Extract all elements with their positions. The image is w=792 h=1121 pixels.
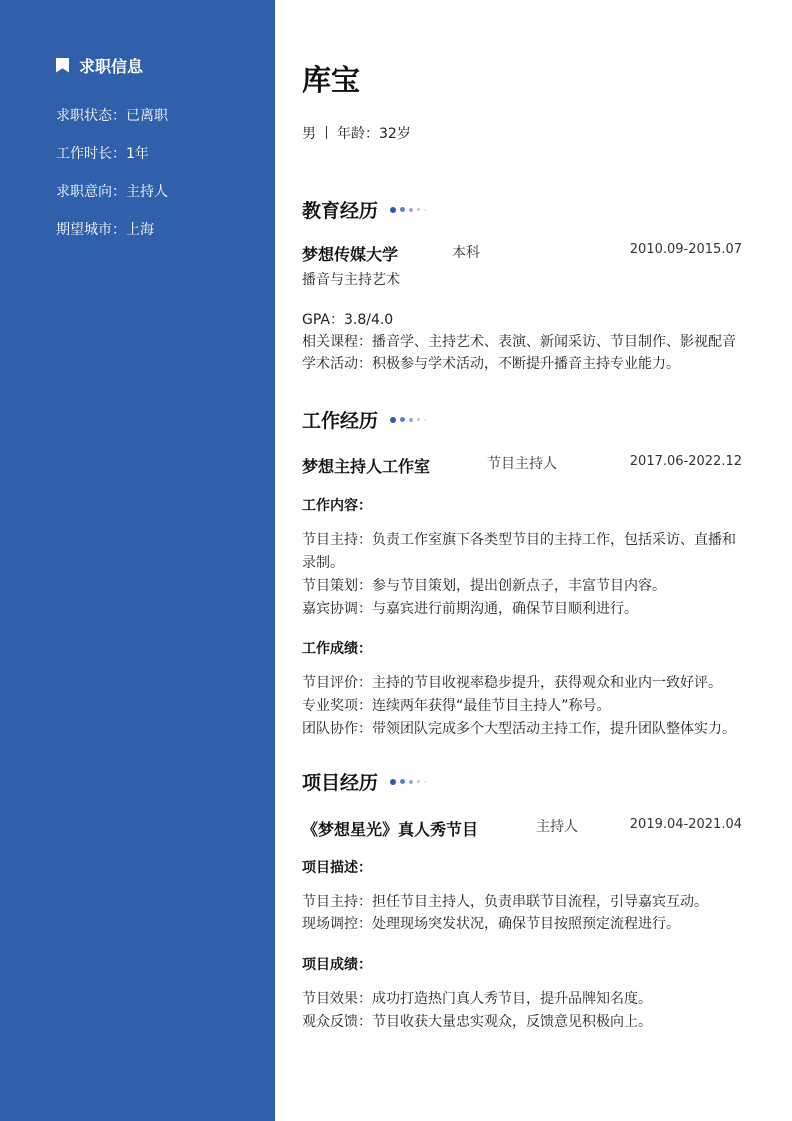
bookmark-icon: [56, 58, 69, 73]
expected-city: [56, 220, 154, 240]
dots-decoration-icon: [390, 207, 430, 213]
project-section-title: [302, 768, 430, 795]
sidebar: [0, 0, 275, 1121]
project-achieve-line: 观众反馈：节目收获大量忠实观众，反馈意见积极向上。: [302, 1014, 652, 1030]
work-achieve-line: 节目评价：主持的节目收视率稳步提升，获得观众和业内一致好评。: [302, 675, 722, 691]
work-date: 2017.06-2022.12: [629, 454, 742, 469]
work-content-line: 节目主持：负责工作室旗下各类型节目的主持工作，包括采访、直播和: [302, 532, 736, 548]
work-achieve-title: 工作成绩：: [302, 641, 372, 657]
job-intention-value: 主持人: [126, 184, 168, 200]
job-status: [56, 106, 168, 126]
work-role: 节目主持人: [487, 456, 557, 472]
job-status-value: 已离职: [126, 108, 168, 124]
project-desc-title: 项目描述：: [302, 860, 372, 876]
project-role: 主持人: [536, 819, 578, 835]
school-name: 梦想传媒大学: [302, 245, 399, 264]
dots-decoration-icon: [390, 779, 430, 785]
work-duration-label: 工作时长：: [56, 146, 126, 162]
education-line: GPA：3.8/4.0: [302, 312, 394, 328]
education-section-title: [302, 196, 430, 223]
project-achieve-title: 项目成绩：: [302, 957, 372, 973]
project-title-text: 项目经历: [302, 772, 379, 794]
job-intention-label: 求职意向：: [56, 184, 126, 200]
work-content-line: 录制。: [302, 555, 344, 571]
work-title-text: 工作经历: [302, 410, 379, 432]
project-name: 《梦想星光》真人秀节目: [302, 820, 479, 839]
work-duration-value: 1年: [126, 146, 149, 162]
job-status-label: 求职状态：: [56, 108, 126, 124]
gender: 男: [302, 126, 316, 142]
work-duration: [56, 144, 149, 164]
work-section-title: [302, 406, 430, 433]
education-line: 相关课程：播音学、主持艺术、表演、新闻采访、节目制作、影视配音: [302, 334, 736, 350]
education-line: 学术活动：积极参与学术活动，不断提升播音主持专业能力。: [302, 356, 680, 372]
work-content-line: 嘉宾协调：与嘉宾进行前期沟通，确保节目顺利进行。: [302, 601, 638, 617]
project-achieve-line: 节目效果：成功打造热门真人秀节目，提升品牌知名度。: [302, 991, 652, 1007]
expected-city-value: 上海: [126, 222, 154, 238]
job-intention: [56, 182, 168, 202]
dots-decoration-icon: [390, 417, 430, 423]
age: 年龄：32岁: [337, 126, 411, 142]
major: 播音与主持艺术: [302, 272, 400, 288]
work-achieve-line: 团队协作：带领团队完成多个大型活动主持工作，提升团队整体实力。: [302, 721, 736, 737]
company-name: 梦想主持人工作室: [302, 457, 431, 476]
project-desc-line: 节目主持：担任节目主持人，负责串联节目流程，引导嘉宾互动。: [302, 894, 708, 910]
candidate-name: 库宝: [302, 63, 361, 97]
education-date: 2010.09-2015.07: [629, 242, 742, 257]
expected-city-label: 期望城市：: [56, 222, 126, 238]
sidebar-header: [56, 54, 143, 76]
basic-info: [302, 123, 411, 143]
degree: 本科: [452, 245, 480, 261]
work-content-line: 节目策划：参与节目策划，提出创新点子，丰富节目内容。: [302, 578, 666, 594]
info-divider: [326, 126, 327, 139]
education-title-text: 教育经历: [302, 200, 379, 222]
project-desc-line: 现场调控：处理现场突发状况，确保节目按照预定流程进行。: [302, 916, 680, 932]
work-achieve-line: 专业奖项：连续两年获得“最佳节目主持人”称号。: [302, 698, 611, 714]
work-content-title: 工作内容：: [302, 498, 372, 514]
project-date: 2019.04-2021.04: [629, 817, 742, 832]
sidebar-title: 求职信息: [79, 56, 144, 76]
